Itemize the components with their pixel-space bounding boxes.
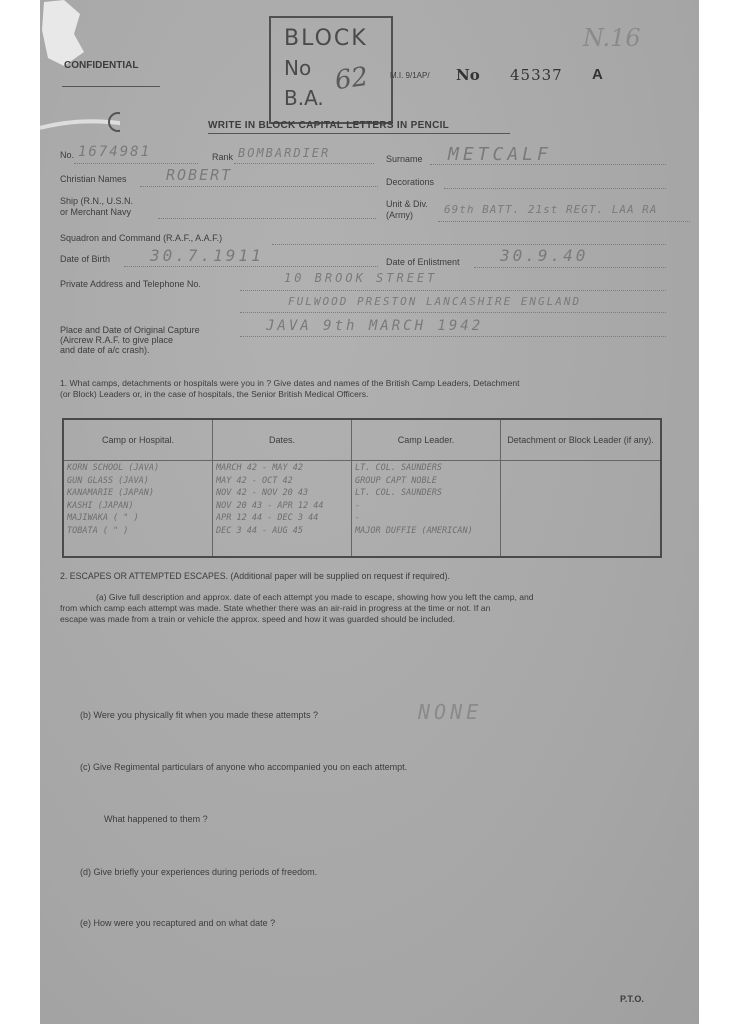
camp-entry: TOBATA ( " ) (67, 525, 129, 536)
no-label: No. (60, 150, 75, 160)
camp-entry: KASHI (JAPAN) (67, 500, 134, 511)
question-2c: (c) Give Regimental particulars of anyone who accompanied you on each attempt. (80, 762, 408, 772)
camps-table (62, 418, 662, 558)
camp-entry: MAJIWAKA ( " ) (67, 513, 139, 523)
leader-entry: - (355, 500, 361, 511)
capture-label-line2: (Aircrew R.A.F. to give place (60, 335, 174, 345)
date-entry: MAY 42 - OCT 42 (216, 475, 293, 486)
dates-column (213, 461, 352, 557)
block-ba-stamp (269, 16, 393, 124)
question-2d: (d) Give briefly your experiences during periods of freedom. (80, 867, 318, 877)
serial-number: 45337 (510, 66, 563, 84)
camps-table-body (63, 461, 661, 557)
question-1-line2: (or Block) Leaders or, in the case of hospitals, the Senior British Medical Officers. (60, 389, 369, 399)
ship-label-line1: Ship (R.N., U.S.N. (60, 196, 134, 206)
stamp-block-text: BLOCK (284, 26, 368, 51)
stamp-no-text: No (284, 56, 312, 80)
christian-names-value: ROBERT (166, 166, 233, 184)
camps-column (63, 461, 213, 557)
question-2a-line3: escape was made from a train or vehicle the approx. speed and how it was guarded should be included. (60, 614, 456, 624)
col-leader-header: Camp Leader. (352, 419, 501, 461)
question-2b-answer: NONE (418, 700, 483, 724)
unit-label-line1: Unit & Div. (386, 199, 428, 209)
question-1-line1: 1. What camps, detachments or hospitals were you in ? Give dates and names of the British Camp Leaders, Detachment (60, 378, 520, 388)
address-line1: 10 BROOK STREET (284, 271, 438, 285)
no-value: 1674981 (78, 144, 152, 160)
enlistment-label: Date of Enlistment (386, 257, 460, 267)
dob-label: Date of Birth (60, 254, 111, 264)
address-label: Private Address and Telephone No. (60, 279, 201, 289)
rank-label: Rank (212, 152, 234, 162)
date-entry: NOV 20 43 - APR 12 44 (216, 500, 324, 511)
leader-entry: MAJOR DUFFIE (AMERICAN) (355, 525, 473, 536)
date-entry: APR 12 44 - DEC 3 44 (216, 513, 319, 523)
ship-label-line2: or Merchant Navy (60, 207, 132, 217)
capture-value: JAVA 9th MARCH 1942 (266, 318, 484, 334)
squadron-label: Squadron and Command (R.A.F., A.A.F.) (60, 233, 223, 243)
reference-code: M.I. 9/1AP/ (390, 71, 430, 80)
col-dates-header: Dates. (213, 419, 352, 461)
detachment-column (501, 461, 662, 557)
question-2a-line1: (a) Give full description and approx. date of each attempt you made to escape, showing how you left the camp, and (96, 592, 534, 602)
dob-value: 30.7.1911 (150, 246, 264, 265)
question-2c-followup: What happened to them ? (104, 814, 208, 824)
date-entry: DEC 3 44 - AUG 45 (216, 525, 303, 536)
question-2-title: 2. ESCAPES OR ATTEMPTED ESCAPES. (Additional paper will be supplied on request if required). (60, 571, 451, 581)
capture-label-line1: Place and Date of Original Capture (60, 325, 200, 335)
surname-label: Surname (386, 154, 423, 164)
serial-no-label: No (456, 66, 480, 84)
capture-label-line3: and date of a/c crash). (60, 345, 150, 355)
serial-letter: A (592, 66, 603, 83)
camp-entry: KORN SCHOOL (JAVA) (67, 463, 160, 473)
question-2e: (e) How were you recaptured and on what date ? (80, 918, 276, 928)
date-entry: NOV 42 - NOV 20 43 (216, 488, 309, 498)
leader-entry: LT. COL. SAUNDERS (355, 488, 442, 498)
surname-value: METCALF (448, 144, 552, 165)
instruction-heading: WRITE IN BLOCK CAPITAL LETTERS IN PENCIL (208, 120, 450, 131)
camp-entry: GUN GLASS (JAVA) (67, 475, 149, 486)
unit-label-line2: (Army) (386, 210, 413, 220)
leader-entry: LT. COL. SAUNDERS (355, 463, 442, 473)
leader-entry: - (355, 513, 361, 523)
date-entry: MARCH 42 - MAY 42 (216, 463, 303, 473)
decorations-label: Decorations (386, 177, 435, 187)
question-1 (60, 378, 690, 400)
confidential-mark: CONFIDENTIAL (64, 60, 139, 71)
stamp-handwritten-number: 62 (333, 61, 371, 97)
unit-value: 69th BATT. 21st REGT. LAA RA (444, 203, 658, 216)
question-2a-line2: from which camp each attempt was made. State whether there was an air-raid in progress at the time or not. If an (60, 603, 491, 613)
address-line2: FULWOOD PRESTON LANCASHIRE ENGLAND (288, 295, 582, 308)
corner-note: N.16 (583, 24, 641, 52)
col-camp-header: Camp or Hospital. (63, 419, 213, 461)
camps-table-header (63, 419, 661, 461)
pto-note: P.T.O. (620, 994, 644, 1004)
stamp-ba-text: B.A. (284, 86, 324, 110)
camp-entry: KANAMARIE (JAPAN) (67, 488, 154, 498)
col-detachment-header: Detachment or Block Leader (if any). (501, 419, 662, 461)
leader-entry: GROUP CAPT NOBLE (355, 475, 437, 486)
enlistment-value: 30.9.40 (500, 246, 589, 265)
christian-names-label: Christian Names (60, 174, 127, 184)
document-page (40, 0, 699, 1024)
leaders-column (352, 461, 501, 557)
rank-value: BOMBARDIER (238, 146, 331, 160)
question-2b: (b) Were you physically fit when you made these attempts ? (80, 710, 318, 720)
question-2a (60, 592, 690, 625)
